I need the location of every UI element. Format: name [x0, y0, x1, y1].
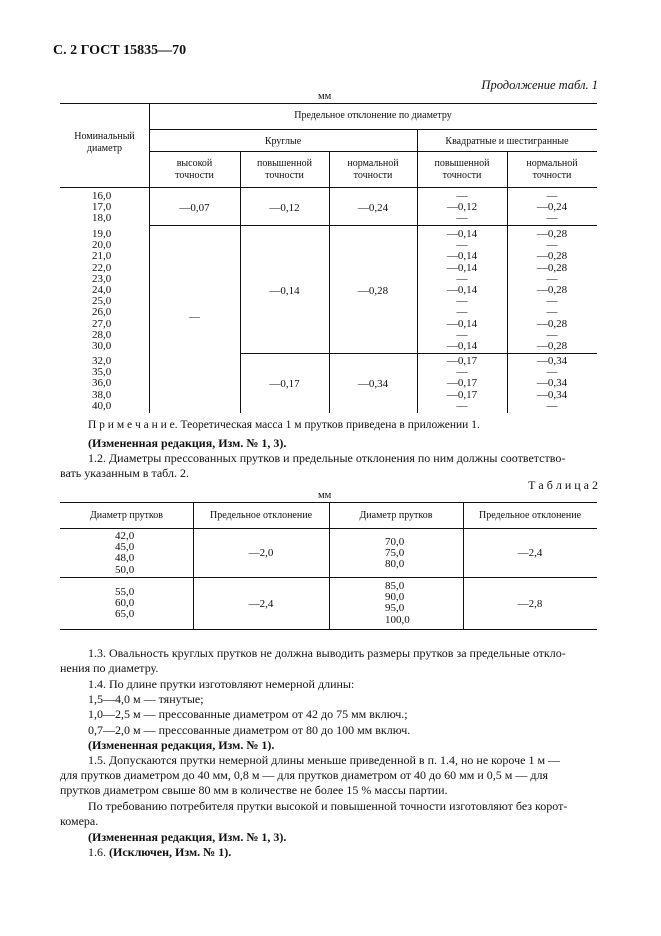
paragraph-1-4: 1.4. По длине прутки изготовляют немерной длины: 1,5—4,0 м — тянутые; 1,0—2,5 м — прессованные диаметром от 42 до 75 мм включ.; 0,7—2,0 м — прессованные диаметром от 80 до 100 мм включ. — [88, 677, 411, 737]
amendment-2: (Измененная редакция, Изм. № 1). — [88, 738, 275, 752]
t2-r1-diameters-1: 42,0 45,0 48,0 50,0 — [115, 530, 135, 576]
t2-head-diam-2: Диаметр прутков — [359, 510, 433, 521]
t1-hrule-1 — [149, 129, 597, 130]
table-continuation: Продолжение табл. 1 — [481, 78, 598, 92]
paragraph-1-5-b: По требованию потребителя прутки высокой и повышенной точности изготовляют без корот- комера. — [60, 799, 568, 829]
paragraph-1-2: 1.2. Диаметры прессованных прутков и предельные отклонения по ним должны соответство- вать указанным в табл. 2. — [60, 451, 566, 481]
t2-r2-dev-1: —2,4 — [248, 598, 274, 610]
t2-r2-diameters-2: 85,0 90,0 95,0 100,0 — [385, 580, 410, 626]
t1-g1-sq-normal: — —0,24 — — [536, 190, 568, 225]
page-header: С. 2 ГОСТ 15835—70 — [53, 43, 187, 58]
t1-g2-diameters: 19,0 20,0 21,0 22,0 23,0 24,0 25,0 26,0 27,0 28,0 30,0 — [92, 228, 112, 353]
t1-head-increased: повышенной точности — [257, 158, 312, 181]
t1-g3-increased: —0,17 — [269, 378, 300, 390]
t2-head-dev-1: Предельное отклонение — [209, 510, 313, 521]
t1-head-sq-increased: повышенной точности — [434, 158, 490, 181]
t1-vrule-3 — [329, 151, 330, 413]
t1-head-sq-normal: нормальной точности — [526, 158, 578, 181]
t1-head-square: Квадратные и шестигранные — [445, 136, 569, 147]
t1-g3-sq-increased: —0,17 — —0,17 —0,17 — — [446, 355, 478, 412]
t1-head-nominal: Номинальный диаметр — [74, 131, 135, 154]
t1-high-merged: — — [189, 311, 200, 323]
t2-r2-dev-2: —2,8 — [517, 598, 543, 610]
table2-title: Т а б л и ц а 2 — [528, 478, 598, 492]
t2-r1-dev-2: —2,4 — [517, 547, 543, 559]
t2-head-dev-2: Предельное отклонение — [478, 510, 582, 521]
t1-g1-high: —0,07 — [179, 202, 210, 214]
t1-vrule-1 — [149, 103, 150, 413]
t1-g2-sq-normal: —0,28 — —0,28 —0,28 — —0,28 — — —0,28 — —0,28 — [536, 228, 568, 353]
t1-head-limit: Предельное отклонение по диаметру — [294, 110, 452, 121]
t1-g3-normal: —0,34 — [357, 378, 389, 390]
table2-unit: мм — [318, 490, 332, 501]
t2-head-diam-1: Диаметр прутков — [89, 510, 164, 521]
t2-bottom-rule — [60, 629, 597, 630]
t1-g1-increased: —0,12 — [269, 202, 300, 214]
t1-head-normal: нормальной точности — [347, 158, 399, 181]
t1-g2-sq-increased: —0,14 — —0,14 —0,14 — —0,14 — — —0,14 — —0,14 — [446, 228, 478, 353]
t1-g1-normal: —0,24 — [357, 202, 389, 214]
t1-top-rule — [60, 103, 597, 104]
paragraph-1-3: 1.3. Овальность круглых прутков не должна выводить размеры прутков за предельные откло- нения по диаметру. — [60, 646, 566, 676]
t1-head-round: Круглые — [264, 136, 302, 147]
paragraph-1-5: 1.5. Допускаются прутки немерной длины меньше приведенной в п. 1.4, но не короче 1 м — для прутков диаметром до 40 мм, 0,8 м — для прутков диаметром от 40 до 60 мм и 0,5 м — для прутков диаметром свыше 80 мм в количестве не более 15 % массы партии. — [60, 753, 561, 798]
t1-group-rule-2 — [240, 353, 597, 354]
t1-g3-diameters: 32,0 35,0 36,0 38,0 40,0 — [92, 355, 112, 412]
table1-unit: мм — [318, 91, 332, 102]
t1-hrule-2 — [149, 151, 597, 152]
amendment-3: (Измененная редакция, Изм. № 1, 3). — [88, 830, 287, 844]
t1-g3-sq-normal: —0,34 — —0,34 —0,34 — — [536, 355, 568, 412]
t1-g2-normal: —0,28 — [357, 285, 389, 297]
t1-head-high: высокой точности — [175, 158, 214, 181]
t2-r1-diameters-2: 70,0 75,0 80,0 — [385, 536, 405, 571]
t1-g2-increased: —0,14 — [269, 285, 300, 297]
t2-r2-diameters-1: 55,0 60,0 65,0 — [115, 586, 135, 621]
amendment-1: (Измененная редакция, Изм. № 1, 3). — [88, 436, 287, 450]
paragraph-1-6: 1.6. (Исключен, Изм. № 1). — [88, 845, 232, 859]
t1-g1-sq-increased: — —0,12 — — [446, 190, 478, 225]
table1-note: П р и м е ч а н и е. Теоретическая масса 1 м прутков приведена в приложении 1. — [88, 419, 480, 431]
t1-vrule-2 — [240, 151, 241, 413]
t1-g1-diameters: 16,0 17,0 18,0 — [92, 190, 112, 225]
t2-r1-dev-1: —2,0 — [248, 547, 274, 559]
t1-group-rule-1 — [149, 225, 597, 226]
